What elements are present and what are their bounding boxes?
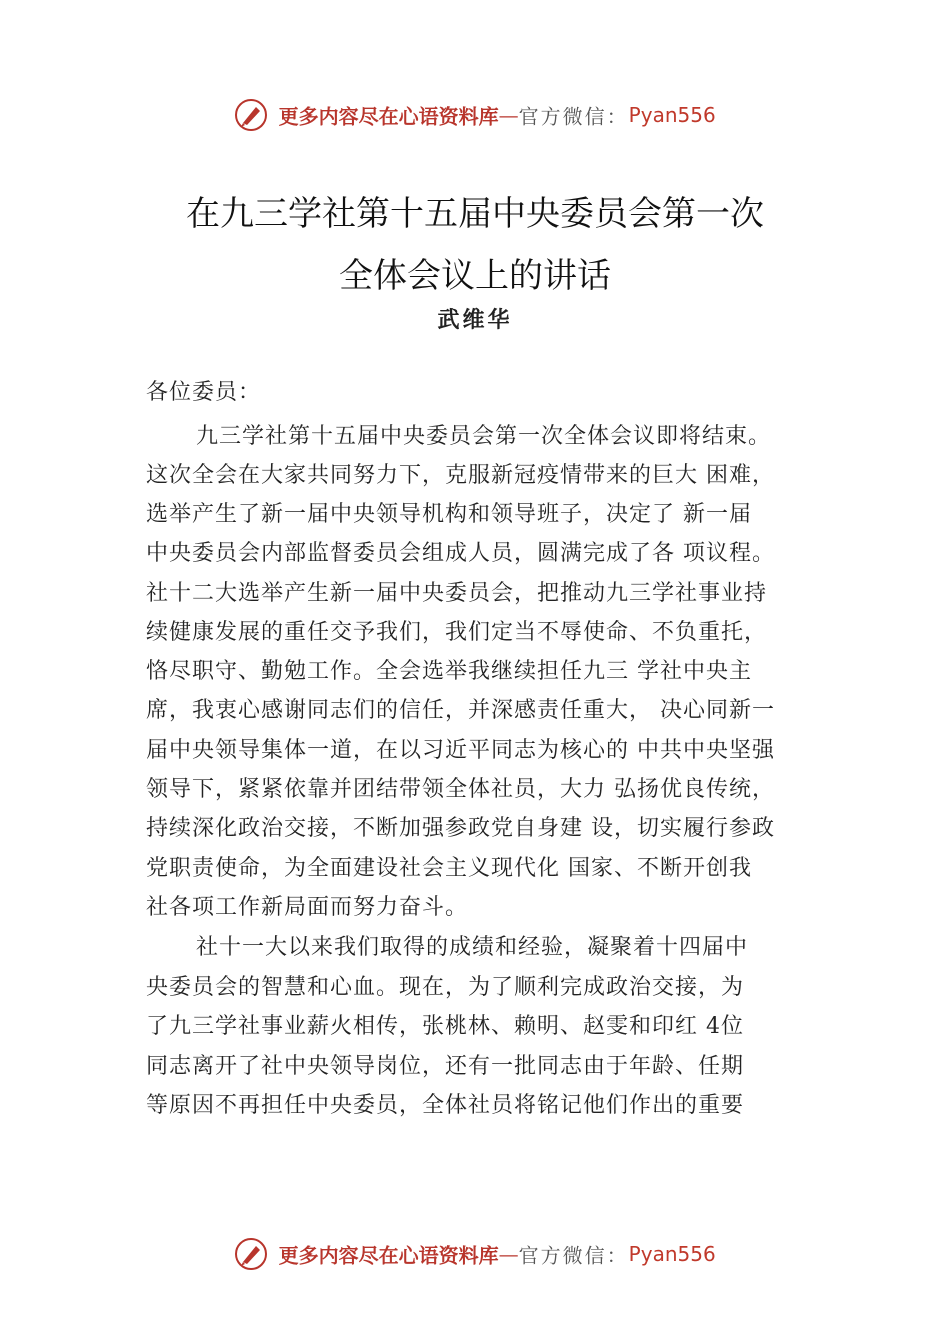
- banner-dash: —: [498, 1242, 519, 1266]
- banner-wechat-label: 官方微信：: [518, 104, 629, 129]
- pen-logo-icon: [234, 1237, 268, 1271]
- banner-promo-text: 更多内容尽在心语资料库: [278, 1243, 499, 1268]
- document-title-line-2: 全体会议上的讲话: [339, 256, 611, 296]
- banner-wechat-handle: Pyan556: [628, 1242, 716, 1266]
- body-line: 党职责使命，为全面建设社会主义现代化 国家、不断开创我: [146, 856, 752, 881]
- document-author: 武维华: [437, 307, 513, 333]
- body-line: 央委员会的智慧和心血。现在，为了顺利完成政治交接，为: [146, 975, 745, 1000]
- body-line: 等原因不再担任中央委员，全体社员将铭记他们作出的重要: [146, 1093, 745, 1118]
- document-title-line-1: 在九三学社第十五届中央委员会第一次: [186, 194, 764, 234]
- body-line: 这次全会在大家共同努力下，克服新冠疫情带来的巨大 困难，: [146, 463, 775, 488]
- body-line: 选举产生了新一届中央领导机构和领导班子，决定了 新一届: [146, 502, 752, 527]
- body-line: 持续深化政治交接，不断加强参政党自身建 设，切实履行参政: [146, 816, 775, 841]
- body-line: 恪尽职守、勤勉工作。全会选举我继续担任九三 学社中央主: [146, 659, 752, 684]
- banner-dash: —: [498, 103, 519, 127]
- banner-wechat-label: 官方微信：: [518, 1243, 629, 1268]
- body-line: 了九三学社事业薪火相传，张桃林、赖明、赵雯和印红 4位: [146, 1014, 744, 1039]
- body-line: 续健康发展的重任交予我们，我们定当不辱使命、不负重托，: [146, 620, 768, 645]
- body-line: 同志离开了社中央领导岗位，还有一批同志由于年龄、任期: [146, 1054, 745, 1079]
- body-line: 社十二大选举产生新一届中央委员会，把推动九三学社事业持: [146, 581, 768, 606]
- body-line: 席，我衷心感谢同志们的信任，并深感责任重大， 决心同新一: [146, 698, 775, 723]
- body-line: 九三学社第十五届中央委员会第一次全体会议即将结束。: [196, 424, 772, 449]
- body-line: 领导下，紧紧依靠并团结带领全体社员，大力 弘扬优良传统，: [146, 777, 775, 802]
- body-line: 届中央领导集体一道，在以习近平同志为核心的 中共中央坚强: [146, 738, 775, 763]
- body-line: 社十一大以来我们取得的成绩和经验，凝聚着十四届中: [196, 935, 749, 960]
- footer-banner: [0, 1237, 950, 1271]
- banner-wechat-handle: Pyan556: [628, 103, 716, 127]
- salutation: 各位委员：: [146, 380, 262, 405]
- header-banner: [0, 98, 950, 132]
- banner-promo-text: 更多内容尽在心语资料库: [278, 104, 499, 129]
- body-line: 中央委员会内部监督委员会组成人员，圆满完成了各 项议程。: [146, 541, 775, 566]
- pen-logo-icon: [234, 98, 268, 132]
- body-line: 社各项工作新局面而努力奋斗。: [146, 895, 469, 920]
